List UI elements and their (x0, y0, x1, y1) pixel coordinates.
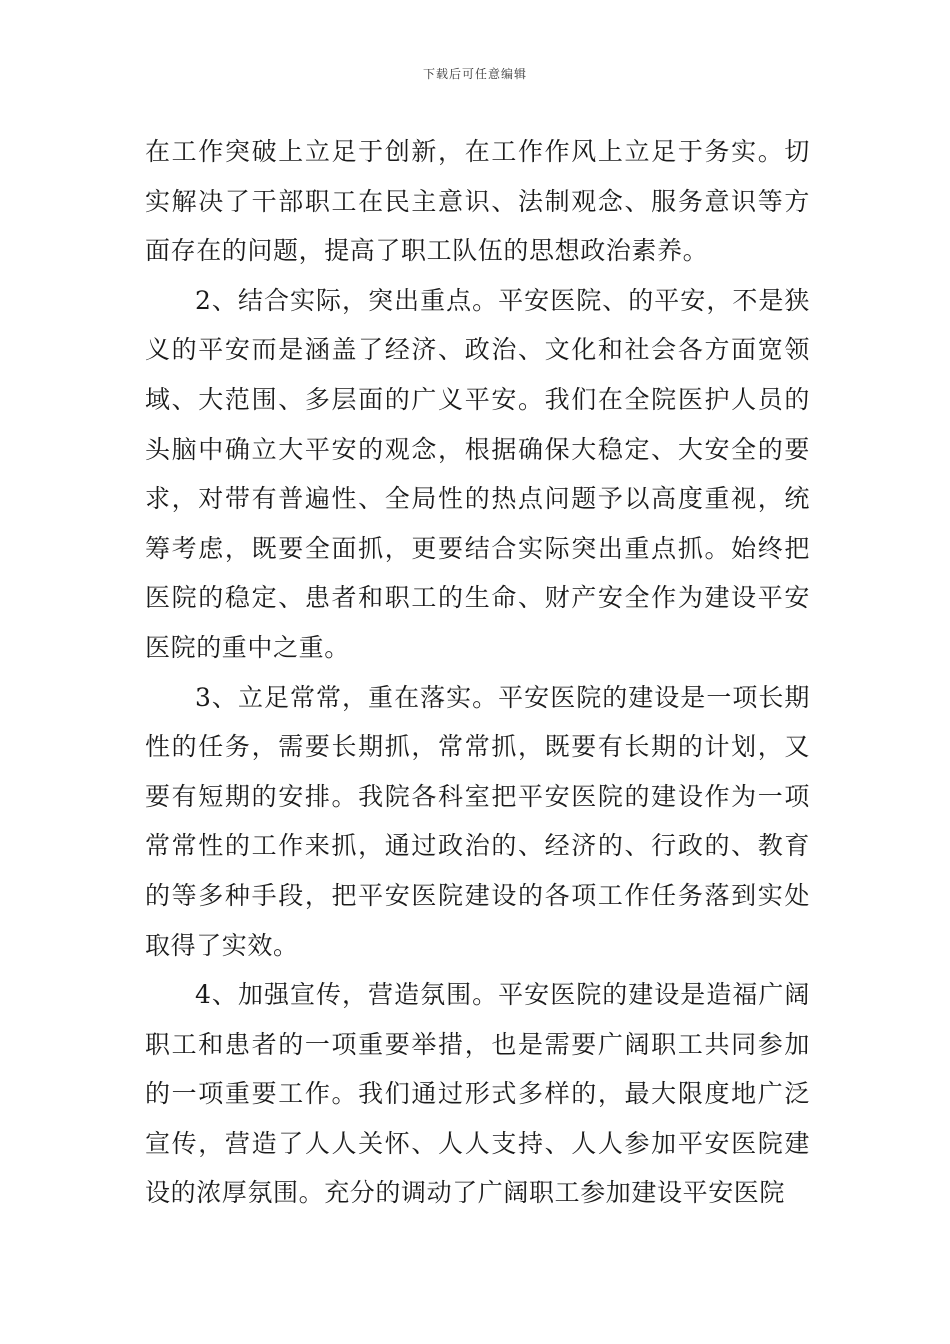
document-body (145, 127, 810, 1218)
paragraph-2-focus-on-reality: 2、结合实际，突出重点。平安医院、的平安，不是狭义的平安而是涵盖了经济、政治、文化和社会各方面宽领域、大范围、多层面的广义平安。我们在全院医护人员的头脑中确立大平安的观念，根据确保大稳定、大安全的要求，对带有普遍性、全局性的热点问题予以高度重视，统筹考虑，既要全面抓，更要结合实际突出重点抓。始终把医院的稳定、患者和职工的生命、财产安全作为建设平安医院的重中之重。 (145, 285, 810, 662)
paragraph-continuation: 在工作突破上立足于创新，在工作作风上立足于务实。切实解决了干部职工在民主意识、法制观念、服务意识等方面存在的问题，提高了职工队伍的思想政治素养。 (145, 137, 810, 266)
page-header-note: 下载后可任意编辑 (422, 67, 527, 81)
paragraph-3-implementation: 3、立足常常，重在落实。平安医院的建设是一项长期性的任务，需要长期抓，常常抓，既要有长期的计划，又要有短期的安排。我院各科室把平安医院的建设作为一项常常性的工作来抓，通过政治的、经济的、行政的、教育的等多种手段，把平安医院建设的各项工作任务落到实处取得了实效。 (145, 682, 810, 960)
paragraph-4-publicity: 4、加强宣传，营造氛围。平安医院的建设是造福广阔职工和患者的一项重要举措，也是需要广阔职工共同参加的一项重要工作。我们通过形式多样的，最大限度地广泛宣传，营造了人人关怀、人人支持、人人参加平安医院建设的浓厚氛围。充分的调动了广阔职工参加建设平安医院 (145, 980, 810, 1208)
